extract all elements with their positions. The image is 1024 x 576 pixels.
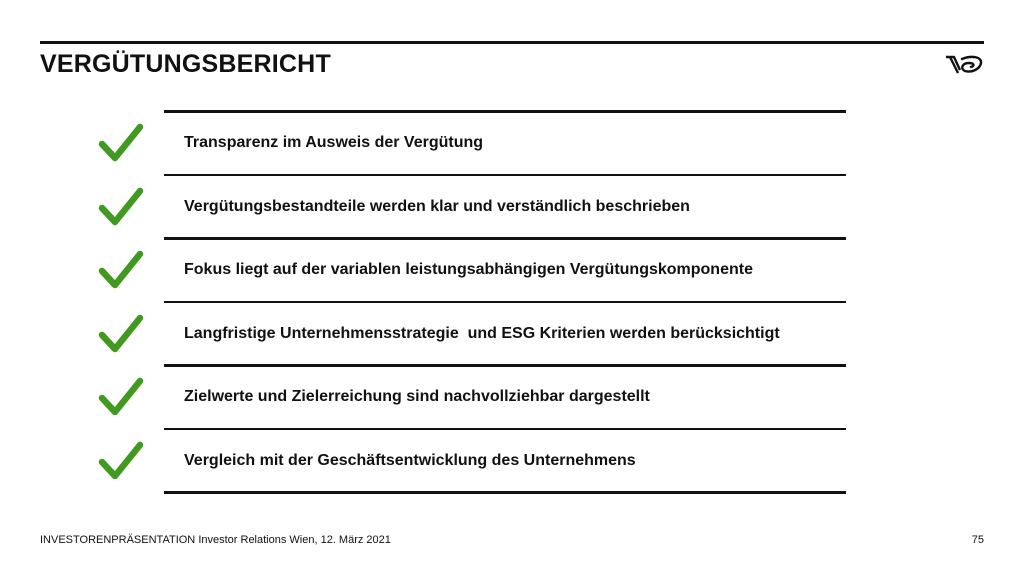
row-divider: [164, 428, 846, 431]
checkmark-icon: [98, 249, 144, 291]
checklist-item: [0, 301, 1024, 365]
checklist-item-text: Vergütungsbestandteile werden klar und verständlich beschrieben: [184, 197, 690, 215]
checklist-item: [0, 364, 1024, 428]
checklist-item-text: Langfristige Unternehmensstrategie und ESG Kriterien werden berücksichtigt: [184, 324, 780, 342]
checklist-item: [0, 110, 1024, 174]
checkmark-icon: [98, 376, 144, 418]
checkmark-icon: [98, 122, 144, 164]
checklist-item: [0, 174, 1024, 238]
page-title: VERGÜTUNGSBERICHT: [40, 50, 331, 78]
checklist-item-text: Fokus liegt auf der variablen leistungsabhängigen Vergütungskomponente: [184, 261, 753, 278]
header-rule: [40, 41, 984, 44]
row-divider: [164, 491, 846, 494]
row-divider: [164, 364, 846, 367]
footer-context: Investor Relations Wien, 12. März 2021: [198, 534, 391, 546]
checkmark-icon: [98, 440, 144, 482]
checkmark-icon: [98, 313, 144, 355]
footer: [40, 534, 391, 546]
checklist-item-text: Transparenz im Ausweis der Vergütung: [184, 134, 484, 151]
row-divider: [164, 301, 846, 304]
checklist: [0, 110, 1024, 491]
checkmark-icon: [98, 186, 144, 228]
row-divider: [164, 110, 846, 113]
footer-doc-label: INVESTORENPRÄSENTATION: [40, 534, 196, 546]
checklist-item: [0, 237, 1024, 301]
row-divider: [164, 174, 846, 177]
page-number: 75: [971, 534, 984, 546]
row-divider: [164, 237, 846, 240]
checklist-item-text: Vergleich mit der Geschäftsentwicklung des Unternehmens: [184, 451, 636, 469]
checklist-item: [0, 428, 1024, 492]
checklist-item-text: Zielwerte und Zielerreichung sind nachvollziehbar dargestellt: [184, 388, 650, 405]
post-horn-logo-icon: [944, 54, 984, 76]
